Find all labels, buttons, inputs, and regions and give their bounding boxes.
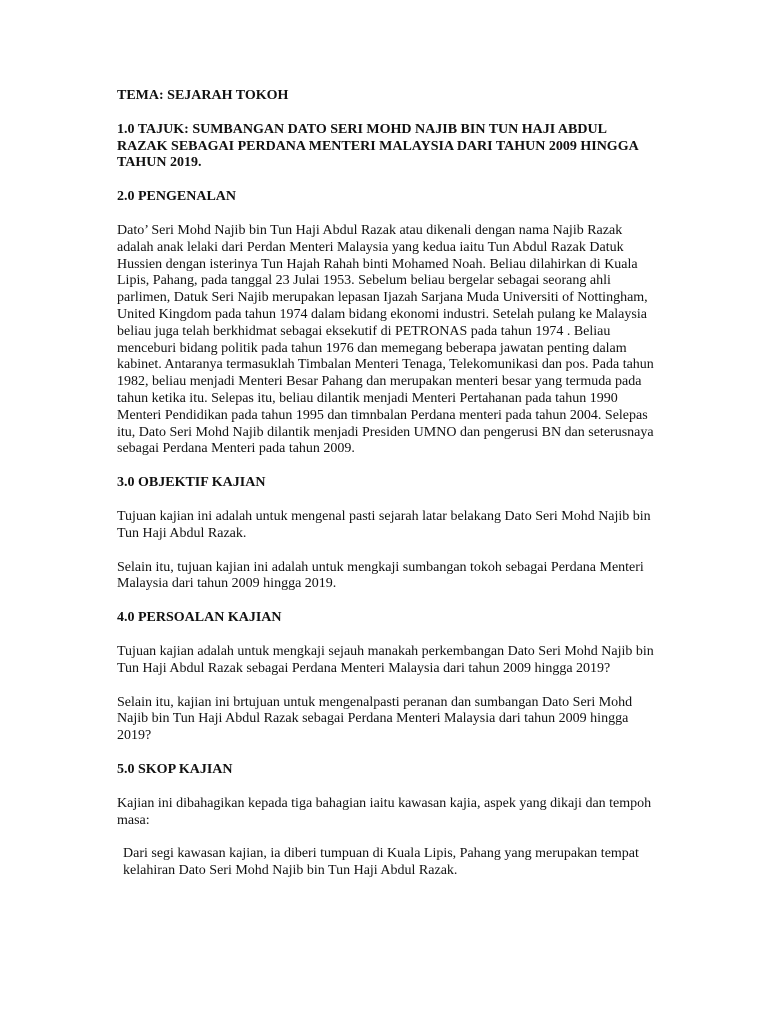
objektif-paragraph-2: Selain itu, tujuan kajian ini adalah untuk mengkaji sumbangan tokoh sebagai Perdana Menteri Malaysia dari tahun 2009 hingga 2019. [117,559,644,592]
section-heading-skop: 5.0 SKOP KAJIAN [117,761,233,777]
document-page [117,88,657,897]
persoalan-paragraph-2: Selain itu, kajian ini brtujuan untuk mengenalpasti peranan dan sumbangan Dato Seri Mohd Najib bin Tun Haji Abdul Razak sebagai Perdana Menteri Malaysia dari tahun 2009 hingga 2019? [117,694,633,744]
section-heading-objektif: 3.0 OBJEKTIF KAJIAN [117,475,266,491]
section-heading-persoalan: 4.0 PERSOALAN KAJIAN [117,610,282,626]
section-heading-pengenalan: 2.0 PENGENALAN [117,189,237,205]
objektif-paragraph-1: Tujuan kajian ini adalah untuk mengenal pasti sejarah latar belakang Dato Seri Mohd Najib bin Tun Haji Abdul Razak. [117,508,651,541]
persoalan-paragraph-1: Tujuan kajian adalah untuk mengkaji sejauh manakah perkembangan Dato Seri Mohd Najib bin Tun Haji Abdul Razak sebagai Perdana Menteri Malaysia dari tahun 2009 hingga 2019? [117,643,654,676]
pengenalan-paragraph: Dato’ Seri Mohd Najib bin Tun Haji Abdul Razak atau dikenali dengan nama Najib Razak adalah anak lelaki dari Perdan Menteri Malaysia yang kedua iaitu Tun Abdul Razak Datuk Hussien dengan isterinya Tun Hajah Rahah binti Mohamed Noah. Beliau dilahirkan di Kuala Lipis, Pahang, pada tanggal 23 Julai 1953. Sebelum beliau bergelar sebagai seorang ahli parlimen, Datuk Seri Najib merupakan lepasan Ijazah Sarjana Muda Universiti of Nottingham, United Kingdom pada tahun 1974 dalam bidang ekonomi industri. Setelah pulang ke Malaysia beliau juga telah berkhidmat sebagai eksekutif di PETRONAS pada tahun 1974 . Beliau menceburi bidang politik pada tahun 1976 dan memegang beberapa jawatan penting dalam kabinet. Antaranya termasuklah Timbalan Menteri Tenaga, Telekomunikasi dan pos. Pada tahun 1982, beliau menjadi Menteri Besar Pahang dan merupakan menteri besar yang termuda pada tahun ketika itu. Selepas itu, beliau dilantik menjadi Menteri Pertahanan pada tahun 1990 Menteri Pendidikan pada tahun 1995 dan timnbalan Perdana menteri pada tahun 2004. Selepas itu, Dato Seri Mohd Najib dilantik menjadi Presiden UMNO dan pengerusi BN dan seterusnaya sebagai Perdana Menteri pada tahun 2009. [117,222,654,457]
skop-paragraph-1: Kajian ini dibahagikan kepada tiga bahagian iaitu kawasan kajia, aspek yang dikaji dan tempoh masa: [117,795,652,828]
document-title: 1.0 TAJUK: SUMBANGAN DATO SERI MOHD NAJIB BIN TUN HAJI ABDUL RAZAK SEBAGAI PERDANA MENTERI MALAYSIA DARI TAHUN 2009 HINGGA TAHUN 2019. [117,121,638,171]
skop-paragraph-2: Dari segi kawasan kajian, ia diberi tumpuan di Kuala Lipis, Pahang yang merupakan tempat kelahiran Dato Seri Mohd Najib bin Tun Haji Abdul Razak. [123,846,639,879]
document-theme: TEMA: SEJARAH TOKOH [117,88,289,103]
